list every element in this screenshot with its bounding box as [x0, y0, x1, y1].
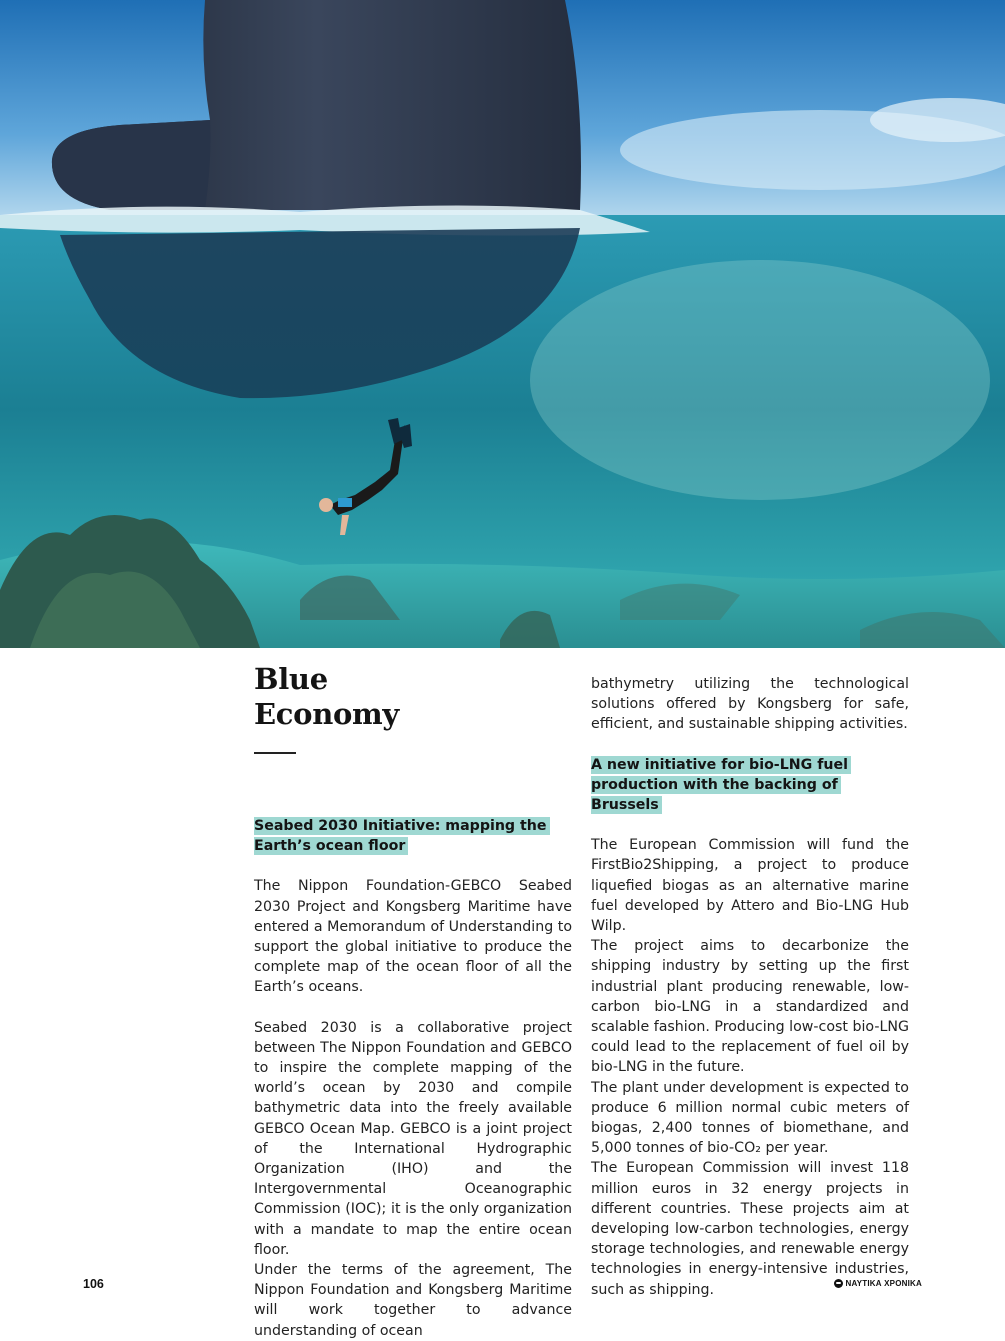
paragraph: The Nippon Foundation-GEBCO Seabed 2030 Project and Kongsberg Maritime have entered a Memorandum of Understanding to support the global initiative to produce the complete map of the ocean floor of all the Earth’s oceans.: [254, 878, 572, 996]
left-heading-wrap: [254, 816, 572, 856]
publication-name: ΝΑΥΤΙΚΑ ΧΡΟΝΙΚΑ: [845, 1279, 922, 1288]
publication-brand: [834, 1279, 923, 1288]
title-line-2: Economy: [254, 697, 399, 731]
right-heading-wrap: [591, 755, 909, 816]
article-title: [254, 662, 554, 732]
right-column: [591, 674, 909, 1300]
title-line-1: Blue: [254, 662, 328, 696]
section-heading-bio-lng: A new initiative for bio-LNG fuel production with the backing of Brussels: [591, 756, 851, 814]
paragraph: The European Commission will invest 118 million euros in 32 energy projects in different countries. These projects aim at developing low-carbon technologies, energy storage technologies, and renewable energy technologies in energy-intensive industries, such as shipping.: [591, 1160, 909, 1298]
title-divider: [254, 752, 296, 754]
paragraph-continued: bathymetry utilizing the technological solutions offered by Kongsberg for safe, efficient, and sustainable shipping activities.: [591, 676, 909, 733]
hero-photo: [0, 0, 1005, 648]
paragraph: The project aims to decarbonize the shipping industry by setting up the first industrial plant producing renewable, low-carbon bio-LNG in a standardized and scalable fashion. Producing low-cost bio-LNG could lead to the replacement of fuel oil by bio-LNG in the future.: [591, 938, 909, 1076]
paragraph: The European Commission will fund the FirstBio2Shipping, a project to produce liquefied biogas as an alternative marine fuel developed by Attero and Bio-LNG Hub Wilp.: [591, 837, 909, 935]
paragraph: The plant under development is expected to produce 6 million normal cubic meters of biogas, 2,400 tonnes of biomethane, and 5,000 tonnes of bio-CO₂ per year.: [591, 1079, 909, 1157]
paragraph: Under the terms of the agreement, The Nippon Foundation and Kongsberg Maritime will work together to advance understanding of ocean: [254, 1262, 572, 1339]
publication-logo-icon: [834, 1279, 843, 1288]
page-number: 106: [83, 1277, 104, 1291]
left-column: [254, 816, 572, 1341]
section-heading-seabed: Seabed 2030 Initiative: mapping the Earth’s ocean floor: [254, 817, 550, 855]
paragraph: Seabed 2030 is a collaborative project between The Nippon Foundation and GEBCO to inspire the complete mapping of the world’s ocean by 2030 and compile bathymetric data into the freely available GEBCO Ocean Map. GEBCO is a joint project of the International Hydrographic Organization (IHO) and the Intergovernmental Oceanographic Commission (IOC); it is the only organization with a mandate to map the entire ocean floor.: [254, 1019, 572, 1258]
